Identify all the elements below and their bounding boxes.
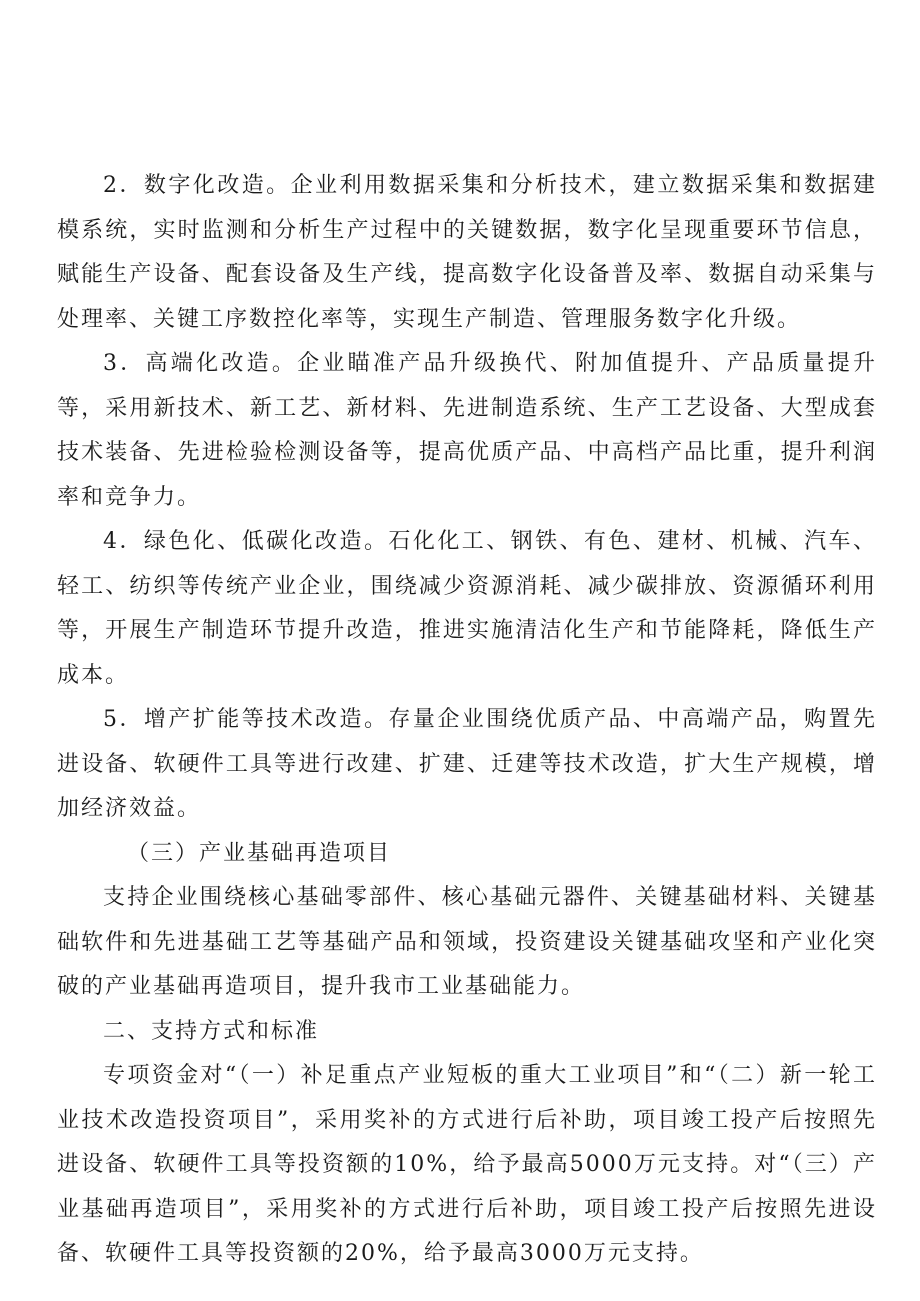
paragraph-high-end-transformation: 3．高端化改造。企业瞄准产品升级换代、附加值提升、产品质量提升等，采用新技术、新工艺、新材料、先进制造系统、生产工艺设备、大型成套技术装备、先进检验检测设备等，提高优质产品、中高档产品比重，提升利润率和竞争力。 [57,351,877,510]
paragraph-digital-transformation: 2．数字化改造。企业利用数据采集和分析技术，建立数据采集和数据建模系统，实时监测和分析生产过程中的关键数据，数字化呈现重要环节信息，赋能生产设备、配套设备及生产线，提高数字化设备普及率、数据自动采集与处理率、关键工序数控化率等，实现生产制造、管理服务数字化升级。 [57,173,877,332]
document-body [57,164,877,1277]
paragraph-industrial-base: 支持企业围绕核心基础零部件、核心基础元器件、关键基础材料、关键基础软件和先进基础工艺等基础产品和领域，投资建设关键基础攻坚和产业化突破的产业基础再造项目，提升我市工业基础能力。 [57,885,877,999]
section-heading-industrial-base: （三）产业基础再造项目 [127,840,392,866]
paragraph-support-standards: 专项资金对“（一）补足重点产业短板的重大工业项目”和“（二）新一轮工业技术改造投资项目”，采用奖补的方式进行后补助，项目竣工投产后按照先进设备、软硬件工具等投资额的10%，给予最高5000万元支持。对“（三）产业基础再造项目”，采用奖补的方式进行后补助，项目竣工投产后按照先进设备、软硬件工具等投资额的20%，给予最高3000万元支持。 [57,1063,877,1266]
paragraph-green-low-carbon-transformation: 4．绿色化、低碳化改造。石化化工、钢铁、有色、建材、机械、汽车、轻工、纺织等传统产业企业，围绕减少资源消耗、减少碳排放、资源循环利用等，开展生产制造环节提升改造，推进实施清洁化生产和节能降耗，降低生产成本。 [57,529,877,688]
section-heading-support-methods: 二、支持方式和标准 [103,1018,320,1044]
paragraph-capacity-expansion: 5．增产扩能等技术改造。存量企业围绕优质产品、中高端产品，购置先进设备、软硬件工具等进行改建、扩建、迁建等技术改造，扩大生产规模，增加经济效益。 [57,707,877,821]
